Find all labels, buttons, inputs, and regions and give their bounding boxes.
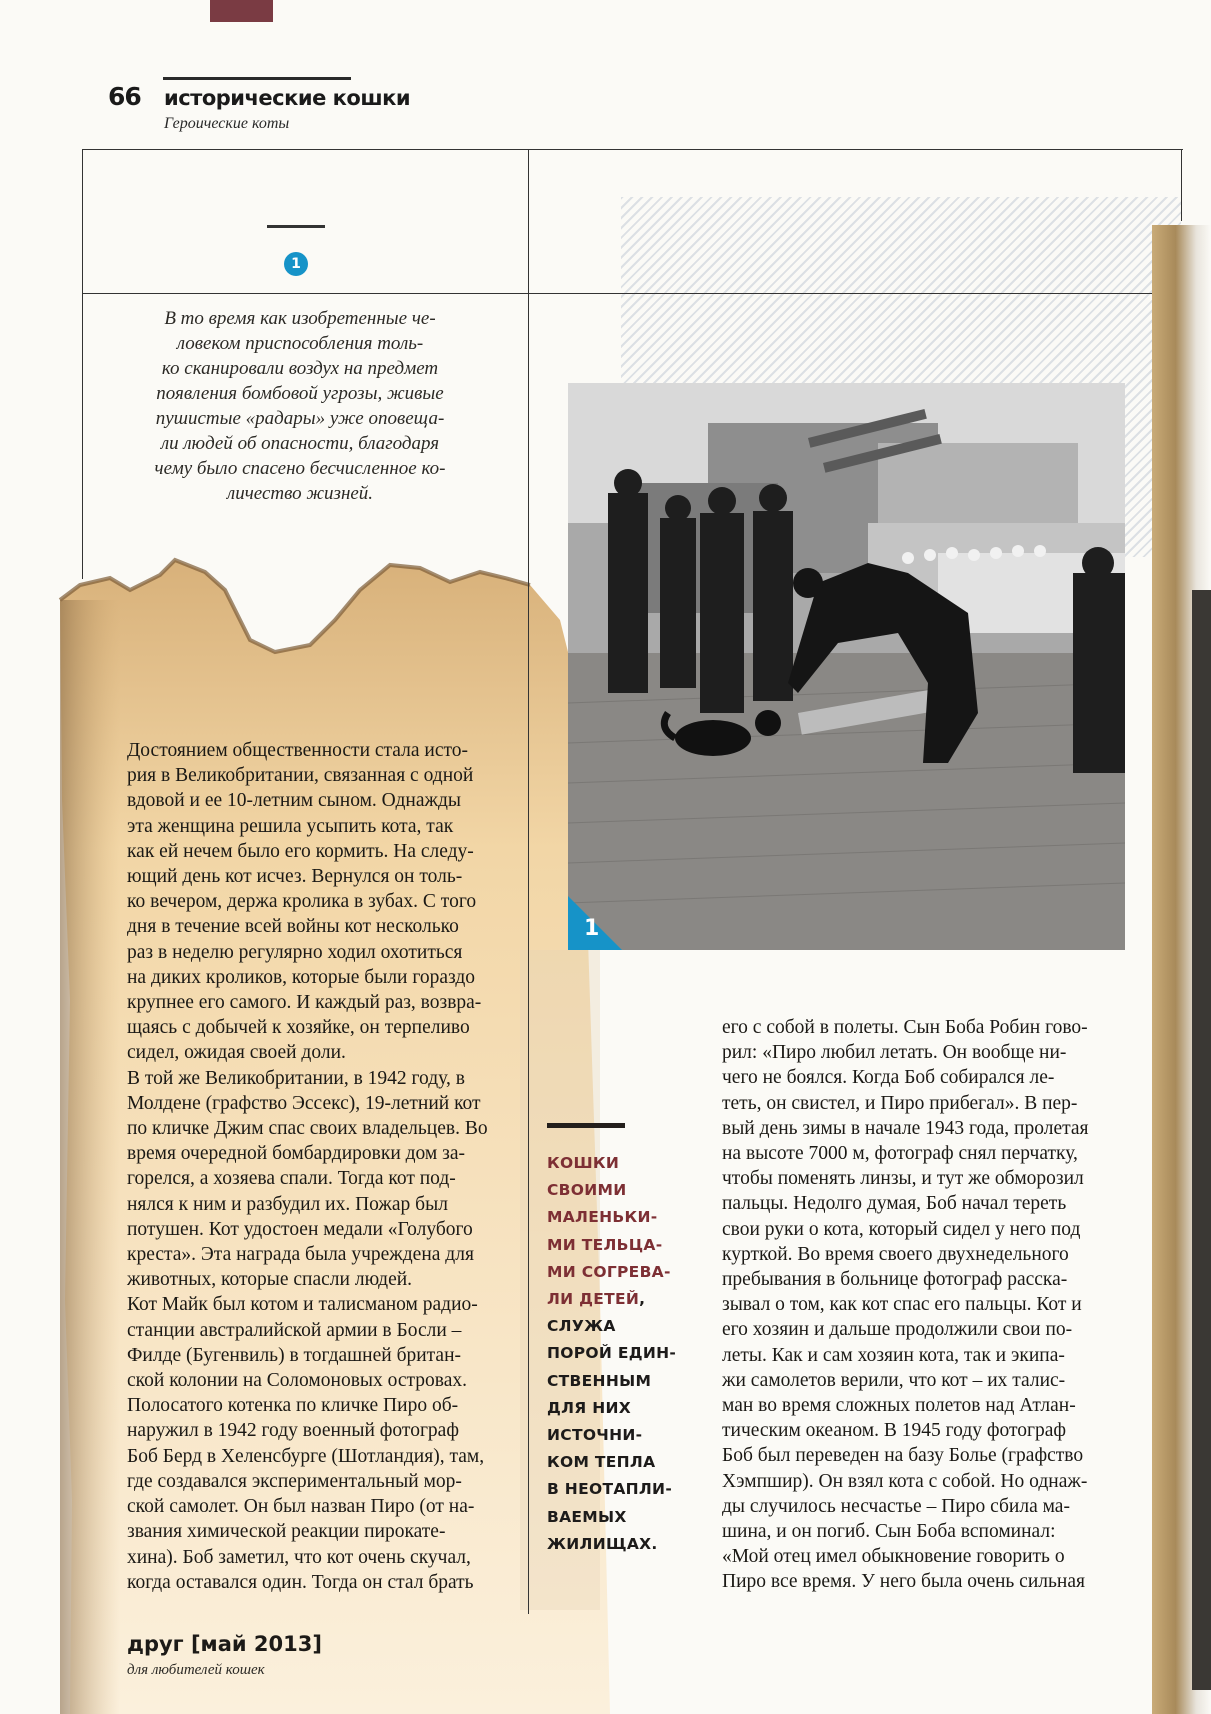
text-line: Полосатого котенка по кличке Пиро об- bbox=[127, 1395, 459, 1417]
text-line: дня в течение всей войны кот несколько bbox=[127, 916, 459, 938]
caption-line: пушистые «радары» уже оповеща- bbox=[155, 408, 445, 429]
text-line: леты. Как и сам хозяин кота, так и экипа- bbox=[722, 1344, 1065, 1366]
pull-quote-line: В НЕОТАПЛИ- bbox=[547, 1480, 673, 1499]
text-line: животных, которые спасли людей. bbox=[127, 1269, 413, 1291]
frame-line-top bbox=[82, 149, 1183, 150]
text-line: когда оставался один. Тогда он стал брать bbox=[127, 1571, 474, 1593]
pull-quote-rule bbox=[547, 1123, 625, 1128]
caption-marker-dash bbox=[267, 225, 325, 228]
caption-number-badge: 1 bbox=[284, 252, 308, 276]
text-line: рия в Великобритании, связанная с одной bbox=[127, 765, 474, 787]
pull-quote-line: ВАЕМЫХ bbox=[547, 1507, 627, 1526]
caption-line: В то время как изобретенные че- bbox=[164, 308, 436, 329]
caption-line: ли людей об опасности, благодаря bbox=[160, 433, 440, 454]
caption-line: личество жизней. bbox=[226, 483, 374, 504]
text-line: Филде (Бугенвиль) в тогдашней британ- bbox=[127, 1344, 462, 1366]
text-line: ющий день кот исчез. Вернулся он толь- bbox=[127, 866, 463, 888]
text-line: пребывания в больнице фотограф расска- bbox=[722, 1269, 1068, 1291]
pull-quote-line: ДЛЯ НИХ bbox=[547, 1398, 632, 1417]
section-title: исторические кошки bbox=[164, 86, 411, 110]
text-line: чтобы поменять линзы, и тут же обморозил bbox=[722, 1168, 1084, 1190]
text-line: шина, и он погиб. Сын Боба вспоминал: bbox=[722, 1521, 1056, 1543]
text-line: жи самолетов верили, что кот – их талис- bbox=[722, 1369, 1066, 1391]
text-line: рил: «Пиро любил летать. Он вообще ни- bbox=[722, 1042, 1067, 1064]
page-edge-shadow bbox=[1192, 590, 1211, 1690]
magazine-footer-title: друг [май 2013] bbox=[127, 1632, 322, 1656]
body-text-right bbox=[722, 1015, 1122, 1595]
section-subtitle: Героические коты bbox=[164, 115, 290, 132]
text-line: ды случилось несчастье – Пиро сбила ма- bbox=[722, 1495, 1070, 1517]
text-line: вый день зимы в начале 1943 года, пролетая bbox=[722, 1117, 1089, 1139]
pull-quote-line: КОМ ТЕПЛА bbox=[547, 1453, 656, 1472]
text-line: сидел, ожидая своей доли. bbox=[127, 1042, 346, 1064]
caption-line: ко сканировали воздух на предмет bbox=[161, 358, 439, 379]
pull-quote-fragment: ЛИ ДЕТЕЙ bbox=[547, 1290, 640, 1309]
text-line: Достоянием общественности стала исто- bbox=[127, 740, 468, 761]
photo-illustration bbox=[568, 383, 1125, 950]
text-line: его с собой в полеты. Сын Боба Робин гово- bbox=[722, 1017, 1088, 1038]
pull-quote-line: ИСТОЧНИ- bbox=[547, 1426, 643, 1445]
text-line: горелся, а хозяева спали. Тогда кот под- bbox=[127, 1168, 456, 1190]
text-line: Молдене (графство Эссекс), 19-летний кот bbox=[127, 1092, 481, 1114]
text-line: раз в неделю регулярно ходил охотиться bbox=[127, 941, 463, 963]
pull-quote-line: СТВЕННЫМ bbox=[547, 1371, 652, 1390]
pull-quote-line: МИ СОГРЕВА- bbox=[547, 1262, 671, 1281]
text-line: Пиро все время. У него была очень сильная bbox=[722, 1571, 1085, 1593]
pull-quote-line: КОШКИ bbox=[547, 1154, 620, 1172]
header-rule bbox=[163, 77, 351, 80]
text-line: тическим океаном. В 1945 году фотограф bbox=[722, 1420, 1067, 1442]
text-line: хина). Боб заметил, что кот очень скучал, bbox=[127, 1546, 471, 1568]
text-line: как ей нечем было его кормить. На следу- bbox=[127, 840, 474, 862]
text-line: наружил в 1942 году военный фотограф bbox=[127, 1420, 459, 1442]
text-line: В той же Великобритании, в 1942 году, в bbox=[127, 1067, 465, 1089]
body-text-left bbox=[127, 738, 512, 1595]
pull-quote bbox=[547, 1150, 687, 1558]
text-line: Хэмпшир). Он взял кота с собой. Но однаж- bbox=[722, 1470, 1088, 1492]
text-line: чего не боялся. Когда Боб собирался ле- bbox=[722, 1067, 1055, 1089]
text-line: ской колонии на Соломоновых островах. bbox=[127, 1370, 468, 1392]
frame-line-right bbox=[1181, 149, 1182, 221]
text-line: «Мой отец имел обыкновение говорить о bbox=[722, 1546, 1065, 1568]
text-line: ской самолет. Он был назван Пиро (от на- bbox=[127, 1496, 475, 1518]
text-line: Кот Майк был котом и талисманом радио- bbox=[127, 1294, 478, 1316]
text-line: вдовой и ее 10-летним сыном. Однажды bbox=[127, 790, 462, 812]
pull-quote-line: СЛУЖА bbox=[547, 1317, 616, 1336]
pull-quote-line: МАЛЕНЬКИ- bbox=[547, 1208, 658, 1227]
text-line: где создавался экспериментальный мор- bbox=[127, 1470, 462, 1492]
ship-deck-photo bbox=[568, 383, 1125, 950]
pull-quote-line: ПОРОЙ ЕДИН- bbox=[547, 1344, 677, 1363]
text-line: по кличке Джим спас своих владельцев. Во bbox=[127, 1118, 488, 1140]
text-line: эта женщина решила усыпить кота, так bbox=[127, 815, 454, 837]
text-line: ман во время сложных полетов над Атлан- bbox=[722, 1395, 1076, 1417]
text-line: Боб был переведен на базу Болье (графство bbox=[722, 1445, 1084, 1467]
pull-quote-line: СВОИМИ bbox=[547, 1181, 627, 1200]
text-line: станции австралийской армии в Босли – bbox=[127, 1319, 462, 1341]
text-line: ко вечером, держа кролика в зубах. С того bbox=[127, 891, 477, 913]
text-line: зывал о том, как кот спас его пальцы. Кот и bbox=[722, 1294, 1082, 1316]
frame-line-center bbox=[528, 149, 529, 1614]
text-line: время очередной бомбардировки дом за- bbox=[127, 1143, 465, 1165]
text-line: пальцы. Недолго думая, Боб начал тереть bbox=[722, 1193, 1067, 1215]
pull-quote-line: ЖИЛИЩАХ. bbox=[547, 1534, 658, 1553]
text-line: курткой. Во время своего двухнедельного bbox=[722, 1243, 1069, 1265]
text-line: его хозяин и дальше продолжили свои по- bbox=[722, 1319, 1073, 1341]
pull-quote-line: МИ ТЕЛЬЦА- bbox=[547, 1235, 663, 1254]
caption-line: ловеком приспособления толь- bbox=[176, 333, 424, 354]
text-line: потушен. Кот удостоен медали «Голубого bbox=[127, 1218, 473, 1240]
magazine-footer-subtitle: для любителей кошек bbox=[127, 1662, 265, 1678]
photo-caption bbox=[150, 306, 450, 506]
caption-line: появления бомбовой угрозы, живые bbox=[156, 383, 444, 404]
text-line: звания химической реакции пирокате- bbox=[127, 1521, 446, 1543]
text-line: крупнее его самого. И каждый раз, возвра- bbox=[127, 992, 482, 1014]
frame-line-left bbox=[82, 149, 83, 579]
photo-number: 1 bbox=[584, 916, 600, 941]
pull-quote-fragment: , bbox=[639, 1290, 646, 1309]
caption-line: чему было спасено бесчисленное ко- bbox=[154, 458, 446, 479]
pull-quote-line-mixed bbox=[547, 1286, 687, 1313]
text-line: нялся к ним и разбудил их. Пожар был bbox=[127, 1193, 448, 1215]
page-number: 66 bbox=[108, 82, 141, 111]
text-line: щаясь с добычей к хозяйке, он терпеливо bbox=[127, 1017, 470, 1039]
frame-line-horizontal bbox=[82, 293, 1183, 294]
text-line: на диких кроликов, которые были гораздо bbox=[127, 966, 476, 988]
text-line: теть, он свистел, и Пиро прибегал». В пер- bbox=[722, 1092, 1078, 1114]
text-line: свои руки о кота, который сидел у него под bbox=[722, 1218, 1081, 1240]
text-line: креста». Эта награда была учреждена для bbox=[127, 1244, 474, 1266]
text-line: на высоте 7000 м, фотограф снял перчатку, bbox=[722, 1143, 1078, 1165]
text-line: Боб Берд в Хеленсбурге (Шотландия), там, bbox=[127, 1445, 485, 1467]
